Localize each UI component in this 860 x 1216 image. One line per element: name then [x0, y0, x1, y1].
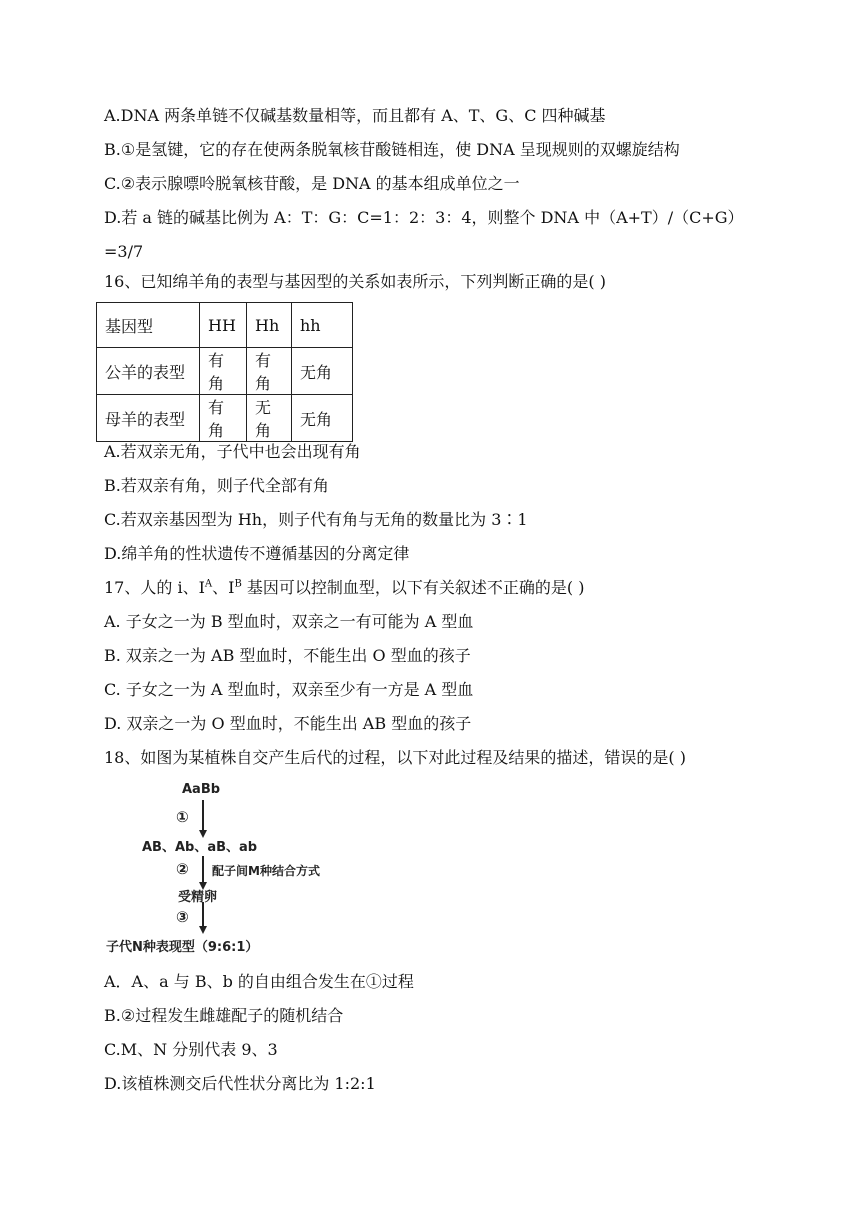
table-cell: hh [292, 303, 353, 348]
table-cell: 有角 [200, 348, 247, 395]
offspring-label: 子代N种表现型（9:6:1） [106, 940, 259, 955]
q17-option-a: A. 子女之一为 B 型血时，双亲之一有可能为 A 型血 [104, 612, 474, 631]
q15-option-c: C.②表示腺嘌呤脱氧核苷酸，是 DNA 的基本组成单位之一 [104, 174, 520, 193]
q17-option-c: C. 子女之一为 A 型血时，双亲至少有一方是 A 型血 [104, 680, 474, 699]
zygote-label: 受精卵 [178, 890, 218, 905]
table-cell: Hh [247, 303, 292, 348]
gametes-label: AB、Ab、aB、ab [142, 840, 258, 855]
q15-option-b: B.①是氢键，它的存在使两条脱氧核苷酸链相连，使 DNA 呈现规则的双螺旋结构 [104, 140, 680, 159]
table-cell: 基因型 [97, 303, 200, 348]
table-cell: 母羊的表型 [97, 395, 200, 442]
table-row [97, 395, 353, 442]
q17-stem: 17、人的 i、$I^A$、$I^B$ 基因可以控制血型，以下有关叙述不正确的是( ) [104, 578, 585, 597]
q18-option-d: D.该植株测交后代性状分离比为 1:2:1 [104, 1074, 376, 1093]
table-cell: 有角 [200, 395, 247, 442]
q16-option-c: C.若双亲基因型为 Hh，则子代有角与无角的数量比为 3∶1 [104, 510, 528, 529]
table-cell: 无角 [292, 348, 353, 395]
combination-note: 配子间M种结合方式 [212, 864, 320, 878]
step-1-marker: ① [176, 808, 189, 826]
q16-stem: 16、已知绵羊角的表型与基因型的关系如表所示，下列判断正确的是( ) [104, 272, 606, 291]
q18-option-a: A．A、a 与 B、b 的自由组合发生在①过程 [104, 972, 414, 991]
step-2-marker: ② [176, 860, 189, 878]
parent-genotype: AaBb [182, 782, 221, 797]
table-cell: HH [200, 303, 247, 348]
q18-option-c: C.M、N 分别代表 9、3 [104, 1040, 278, 1059]
table-cell: 无角 [247, 395, 292, 442]
q17-option-d: D. 双亲之一为 O 型血时，不能生出 AB 型血的孩子 [104, 714, 472, 733]
q16-option-d: D.绵羊角的性状遗传不遵循基因的分离定律 [104, 544, 410, 563]
self-cross-process-diagram [106, 780, 366, 960]
q15-option-d: D.若 a 链的碱基比例为 A：T：G：C=1：2：3：4，则整个 DNA 中（A+T）/（C+G） [104, 208, 744, 227]
table-cell: 无角 [292, 395, 353, 442]
genotype-phenotype-table [96, 302, 353, 442]
table-cell: 有角 [247, 348, 292, 395]
table-row [97, 348, 353, 395]
step-3-marker: ③ [176, 908, 189, 926]
q18-stem: 18、如图为某植株自交产生后代的过程，以下对此过程及结果的描述，错误的是( ) [104, 748, 686, 767]
table-row [97, 303, 353, 348]
q18-option-b: B.②过程发生雌雄配子的随机结合 [104, 1006, 344, 1025]
q16-option-a: A.若双亲无角，子代中也会出现有角 [104, 442, 361, 461]
table-cell: 公羊的表型 [97, 348, 200, 395]
q17-option-b: B. 双亲之一为 AB 型血时，不能生出 O 型血的孩子 [104, 646, 471, 665]
q15-option-a: A.DNA 两条单链不仅碱基数量相等，而且都有 A、T、G、C 四种碱基 [104, 106, 606, 125]
q15-option-d-continued: =3/7 [104, 242, 144, 261]
q16-option-b: B.若双亲有角，则子代全部有角 [104, 476, 329, 495]
